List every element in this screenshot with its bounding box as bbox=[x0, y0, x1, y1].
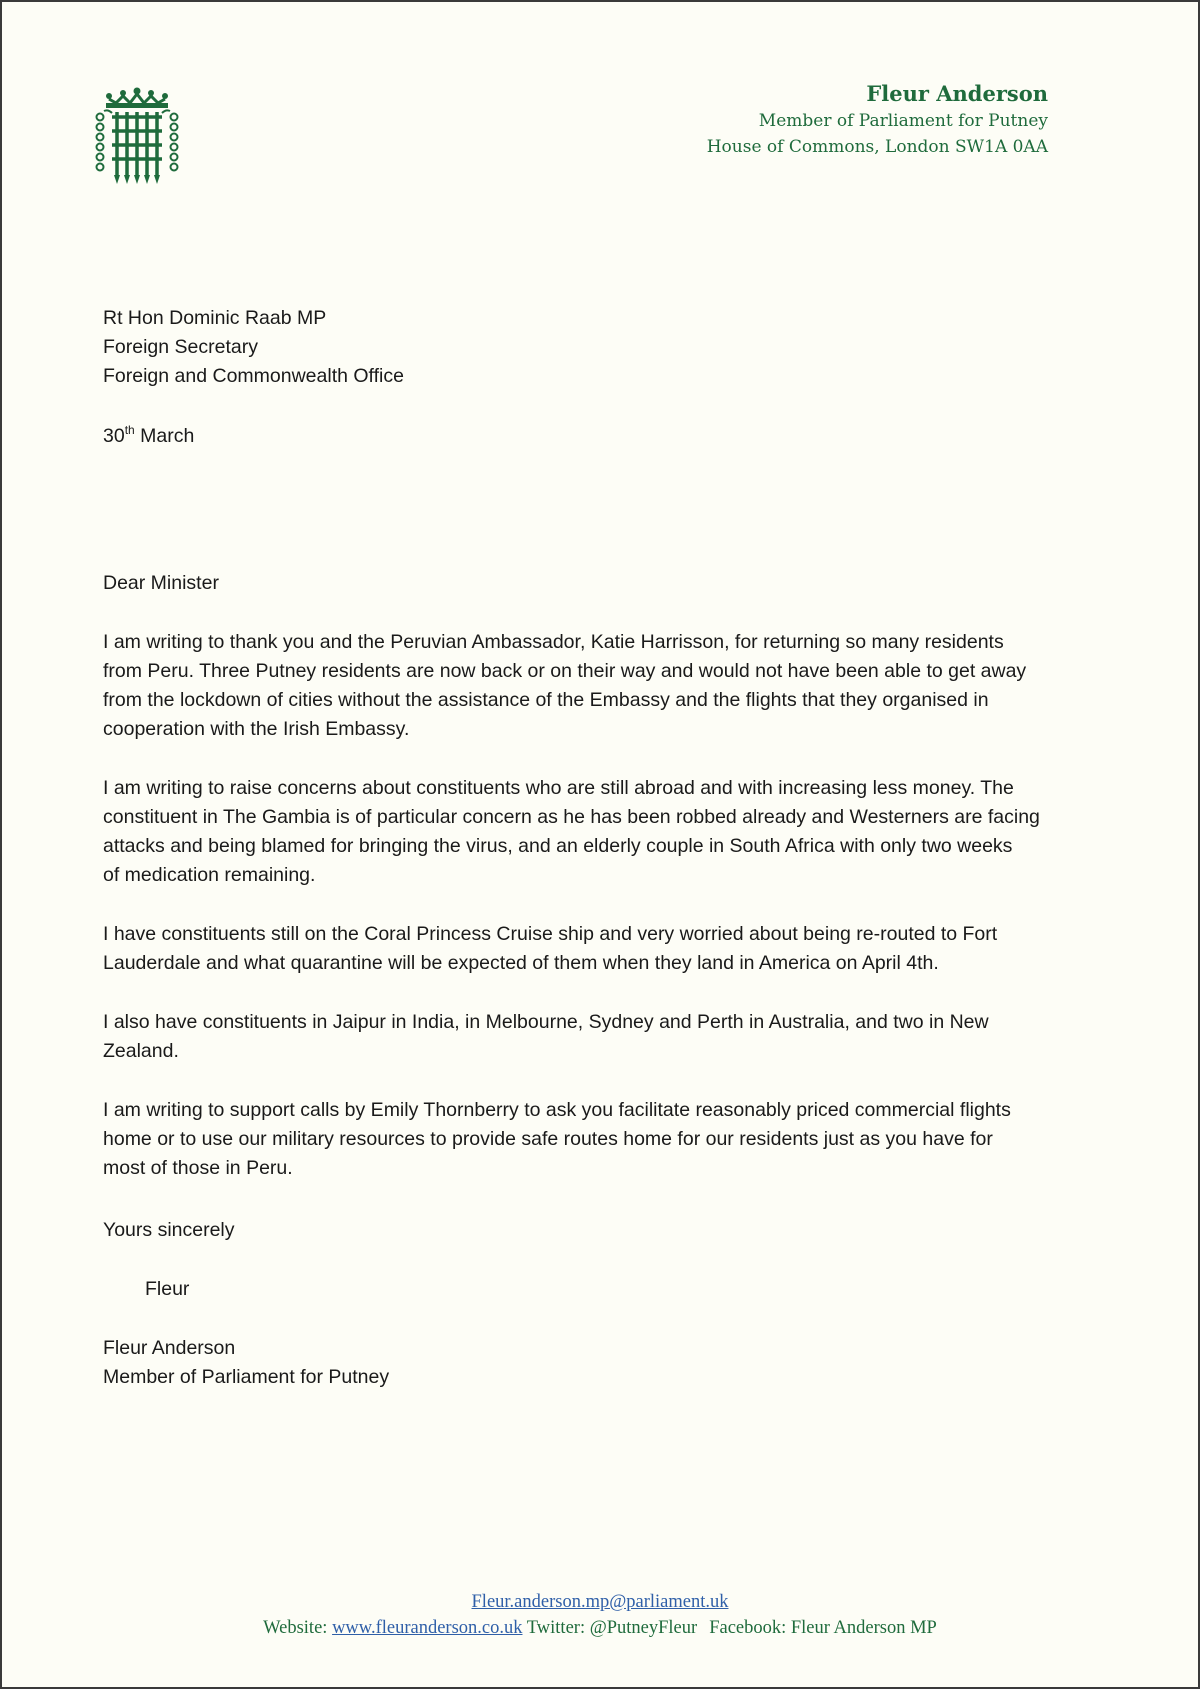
sender-role: Member of Parliament for Putney bbox=[758, 111, 1048, 131]
facebook-page: Facebook: Fleur Anderson MP bbox=[709, 1618, 937, 1638]
twitter-handle: Twitter: @PutneyFleur bbox=[526, 1618, 698, 1638]
paragraph-line: attacks and being blamed for bringing the virus, and an elderly couple in South Africa with only two weeks bbox=[103, 835, 1013, 857]
paragraph-line: constituent in The Gambia is of particular concern as he has been robbed already and Westerners are facing bbox=[103, 806, 1040, 828]
paragraph bbox=[103, 774, 1178, 890]
paragraph-line: Lauderdale and what quarantine will be expected of them when they land in America on April 4th. bbox=[103, 952, 939, 974]
closing: Yours sincerely bbox=[103, 1219, 235, 1241]
email-link[interactable]: Fleur.anderson.mp@parliament.uk bbox=[471, 1592, 729, 1612]
paragraph-line: I am writing to support calls by Emily Thornberry to ask you facilitate reasonably priced commercial flights bbox=[103, 1099, 1011, 1121]
salutation: Dear Minister bbox=[103, 572, 219, 594]
signature: Fleur bbox=[145, 1278, 190, 1300]
paragraph-line: I have constituents still on the Coral Princess Cruise ship and very worried about being re-routed to Fort bbox=[103, 923, 998, 945]
recipient-block bbox=[103, 304, 1178, 391]
date-day: 30 bbox=[103, 425, 125, 447]
paragraph-line: I am writing to raise concerns about constituents who are still abroad and with increasing less money. The bbox=[103, 777, 1014, 799]
paragraph bbox=[103, 920, 1178, 978]
letter-date bbox=[103, 422, 1178, 453]
paragraph-line: cooperation with the Irish Embassy. bbox=[103, 718, 410, 740]
recipient-office: Foreign and Commonwealth Office bbox=[103, 365, 404, 387]
paragraph-line: I also have constituents in Jaipur in India, in Melbourne, Sydney and Perth in Australia, and two in New bbox=[103, 1011, 989, 1033]
website-label: Website: bbox=[263, 1618, 328, 1638]
footer bbox=[2, 1589, 1198, 1641]
paragraph-line: from Peru. Three Putney residents are now back or on their way and would not have been able to get away bbox=[103, 660, 1027, 682]
sign-off-role: Member of Parliament for Putney bbox=[103, 1366, 390, 1388]
date-month: March bbox=[140, 425, 195, 447]
sender-address: House of Commons, London SW1A 0AA bbox=[706, 137, 1048, 157]
paragraph-line: most of those in Peru. bbox=[103, 1157, 293, 1179]
paragraph-line: of medication remaining. bbox=[103, 864, 316, 886]
date-suffix: th bbox=[124, 423, 135, 437]
paragraph-line: I am writing to thank you and the Peruvian Ambassador, Katie Harrisson, for returning so many residents bbox=[103, 631, 1004, 653]
recipient-title: Foreign Secretary bbox=[103, 336, 258, 358]
letterhead bbox=[707, 80, 1048, 160]
paragraph-line: Zealand. bbox=[103, 1040, 179, 1062]
website-link[interactable]: www.fleuranderson.co.uk bbox=[332, 1618, 523, 1638]
paragraph bbox=[103, 1096, 1178, 1183]
paragraph-line: home or to use our military resources to provide safe routes home for our residents just as you have for bbox=[103, 1128, 993, 1150]
recipient-name: Rt Hon Dominic Raab MP bbox=[103, 307, 327, 329]
paragraph-line: from the lockdown of cities without the assistance of the Embassy and the flights that they organised in bbox=[103, 689, 989, 711]
paragraph bbox=[103, 628, 1178, 744]
sign-off-name: Fleur Anderson bbox=[103, 1337, 236, 1359]
sender-name: Fleur Anderson bbox=[866, 81, 1048, 106]
portcullis-icon bbox=[92, 87, 182, 187]
sign-off bbox=[103, 1334, 1178, 1392]
paragraph bbox=[103, 1008, 1178, 1066]
